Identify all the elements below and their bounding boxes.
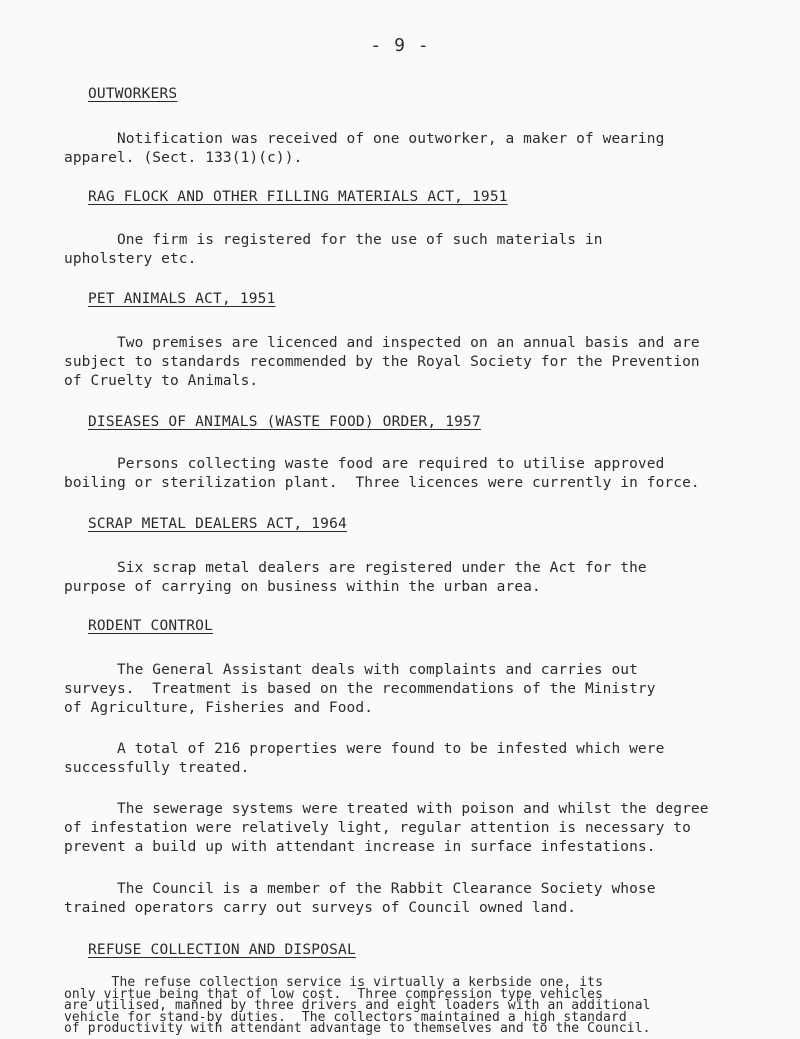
heading-outworkers: OUTWORKERS — [88, 86, 178, 102]
heading-refuse-collection: REFUSE COLLECTION AND DISPOSAL — [88, 942, 356, 958]
paragraph-refuse-collection: The refuse collection service is virtually a kerbside one, its only virtue being that of low cost. Three compression type vehicles are utilised, manned by three drivers and eight loaders with an additional vehicle for stand-by duties. The collectors maintained a high standard of productivity with attendant advantage to themselves and to the Council. — [64, 975, 651, 1037]
paragraph-pet-animals-act: Two premises are licenced and inspected on an annual basis and are subject to standards recommended by the Royal Society for the Prevention of Cruelty to Animals. — [64, 335, 700, 389]
paragraph-rodent-control-4: The Council is a member of the Rabbit Clearance Society whose trained operators carry out surveys of Council owned land. — [64, 881, 656, 916]
paragraph-diseases-of-animals-order: Persons collecting waste food are required to utilise approved boiling or sterilization plant. Three licences were currently in force. — [64, 456, 700, 491]
heading-diseases-of-animals-order: DISEASES OF ANIMALS (WASTE FOOD) ORDER, 1957 — [88, 414, 481, 430]
heading-scrap-metal-dealers-act: SCRAP METAL DEALERS ACT, 1964 — [88, 516, 347, 532]
paragraph-rodent-control-3: The sewerage systems were treated with poison and whilst the degree of infestation were relatively light, regular attention is necessary to prevent a build up with attendant increase in surface infestations. — [64, 801, 709, 855]
heading-pet-animals-act: PET ANIMALS ACT, 1951 — [88, 291, 276, 307]
heading-rag-flock-act: RAG FLOCK AND OTHER FILLING MATERIALS ACT, 1951 — [88, 189, 508, 205]
page-number: - 9 - — [370, 35, 430, 56]
paragraph-outworkers: Notification was received of one outworker, a maker of wearing apparel. (Sect. 133(1)(c)). — [64, 131, 665, 166]
paragraph-rodent-control-1: The General Assistant deals with complaints and carries out surveys. Treatment is based on the recommendations of the Ministry of Agriculture, Fisheries and Food. — [64, 662, 656, 716]
paragraph-scrap-metal-dealers-act: Six scrap metal dealers are registered under the Act for the purpose of carrying on business within the urban area. — [64, 560, 647, 595]
paragraph-rag-flock-act: One firm is registered for the use of such materials in upholstery etc. — [64, 232, 603, 267]
paragraph-rodent-control-2: A total of 216 properties were found to be infested which were successfully treated. — [64, 741, 665, 776]
heading-rodent-control: RODENT CONTROL — [88, 618, 214, 634]
